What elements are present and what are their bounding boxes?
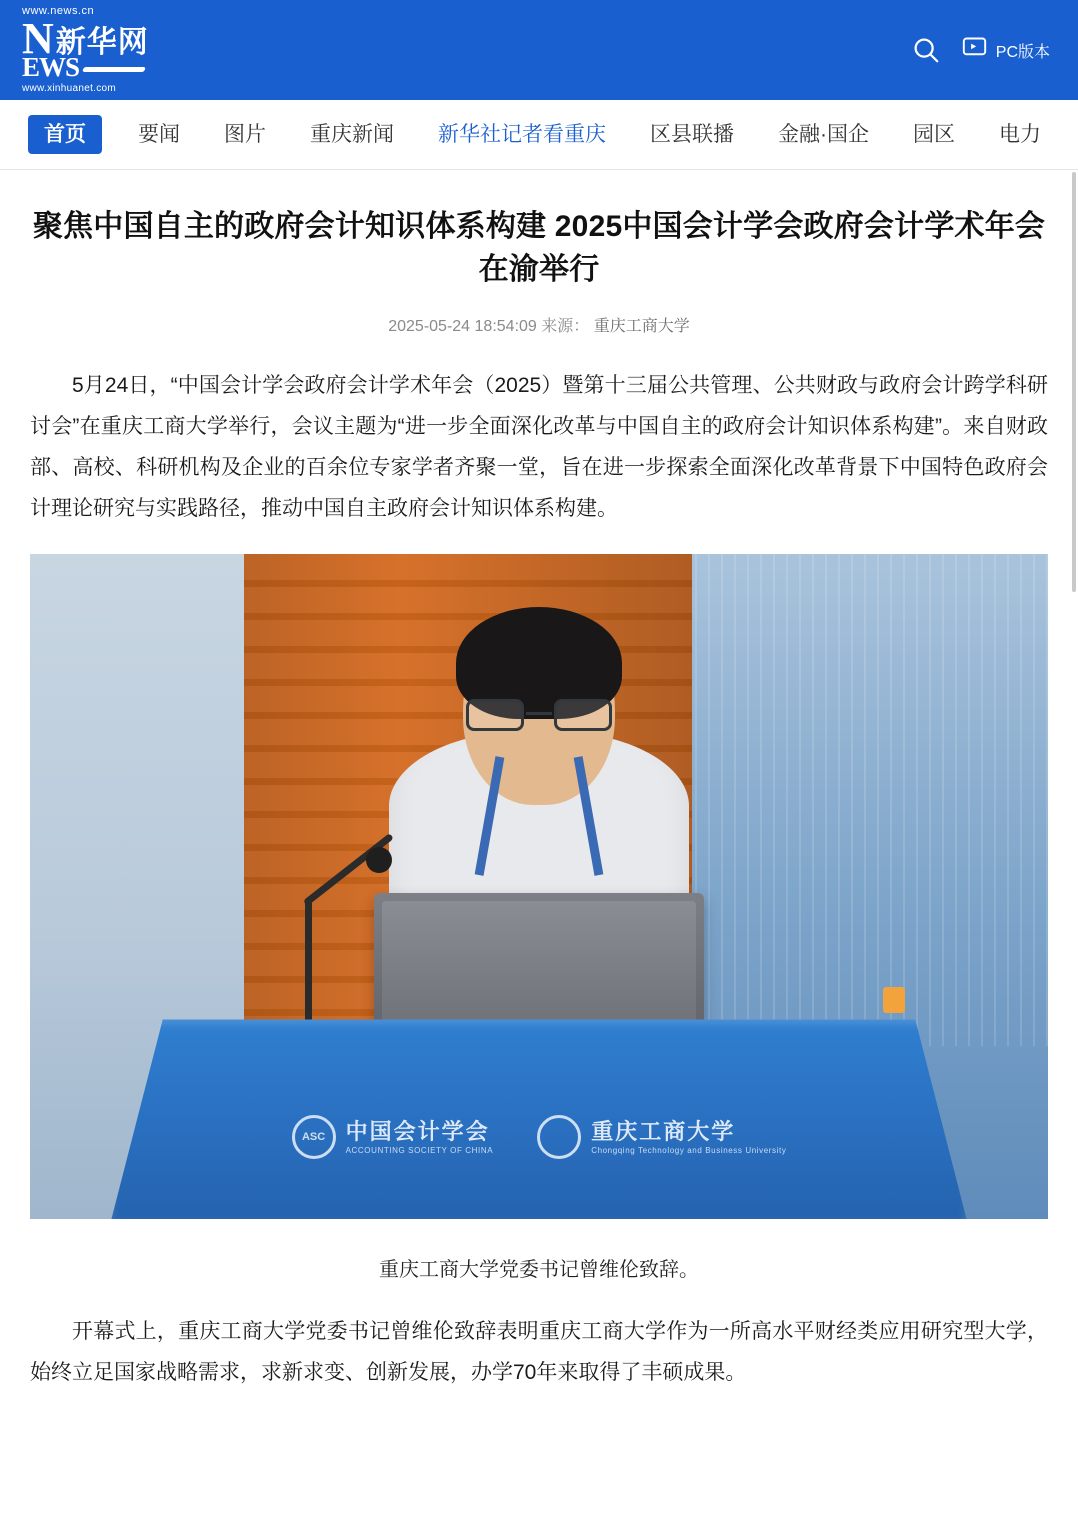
nav-item-top-news[interactable]: 要闻 (138, 123, 180, 146)
article-paragraph-2: 开幕式上，重庆工商大学党委书记曾维伦致辞表明重庆工商大学作为一所高水平财经类应用研究型大学，始终立足国家战略需求，求新求变、创新发展，办学70年来取得了丰硕成果。 (30, 1319, 1048, 1384)
monitor-icon (961, 34, 988, 66)
pc-version-button[interactable] (961, 34, 1050, 66)
article-figure (30, 554, 1048, 1282)
logo-url-top: www.news.cn (22, 4, 95, 17)
article-body (0, 170, 1078, 1394)
figure-caption: 重庆工商大学党委书记曾维伦致辞。 (379, 1258, 699, 1281)
microphone-icon (366, 847, 392, 873)
article-source-label: 来源： (541, 318, 590, 336)
ctbu-emblem-icon (537, 1115, 581, 1159)
logo-letters-ews: EWS (22, 52, 80, 83)
nav-item-chongqing-news[interactable]: 重庆新闻 (310, 123, 394, 146)
article-datetime: 2025-05-24 18:54:09 (388, 318, 537, 336)
asc-emblem-icon: ASC (292, 1115, 336, 1159)
nav-item-finance-soe[interactable]: 金融·国企 (778, 123, 869, 146)
search-icon[interactable] (911, 35, 941, 65)
nav-item-parks[interactable]: 园区 (913, 123, 955, 146)
article-paragraph-1: 5月24日，“中国会计学会政府会计学术年会（2025）暨第十三届公共管理、公共财政与政府会计跨学科研讨会”在重庆工商大学举行，会议主题为“进一步全面深化改革与中国自主的政府会计知识体系构建”。来自财政部、高校、科研机构及企业的百余位专家学者齐聚一堂，旨在进一步探索全面深化改革背景下中国特色政府会计理论研究与实践路径，推动中国自主政府会计知识体系构建。 (30, 374, 1048, 520)
logo-brand-cn: 新华网 (55, 26, 149, 60)
nav-item-pictures[interactable]: 图片 (224, 123, 266, 146)
podium-logo-asc (292, 1115, 494, 1159)
podium-logo-asc-cn: 中国会计学会 (345, 1119, 490, 1145)
podium-logo-ctbu-en: Chongqing Technology and Business University (591, 1145, 787, 1155)
article-photo (30, 554, 1048, 1219)
podium-logo-asc-en: ACCOUNTING SOCIETY OF CHINA (345, 1145, 494, 1155)
nav-item-home[interactable]: 首页 (28, 115, 102, 154)
article-source-name: 重庆工商大学 (593, 318, 690, 336)
article-meta (30, 313, 1048, 336)
main-navigation (0, 100, 1078, 170)
nav-item-districts[interactable]: 区县联播 (650, 123, 734, 146)
logo-url-bottom: www.xinhuanet.com (22, 83, 117, 95)
page-scrollbar[interactable] (1072, 172, 1076, 592)
nav-item-xinhua-reporters[interactable]: 新华社记者看重庆 (438, 123, 606, 146)
header-actions (911, 34, 1050, 66)
pc-version-label: PC版本 (995, 43, 1050, 61)
nav-item-power[interactable]: 电力 (999, 123, 1041, 146)
logo-swish-icon (83, 64, 145, 76)
podium-logo-ctbu-cn: 重庆工商大学 (591, 1119, 736, 1145)
logo-letter-n: N (22, 13, 54, 63)
xinhua-logo[interactable] (22, 6, 149, 95)
page-title: 聚焦中国自主的政府会计知识体系构建 2025中国会计学会政府会计学术年会在渝举行 (32, 210, 1046, 286)
site-header (0, 0, 1078, 100)
glasses-icon (464, 699, 614, 733)
podium-logo-ctbu (537, 1115, 786, 1159)
